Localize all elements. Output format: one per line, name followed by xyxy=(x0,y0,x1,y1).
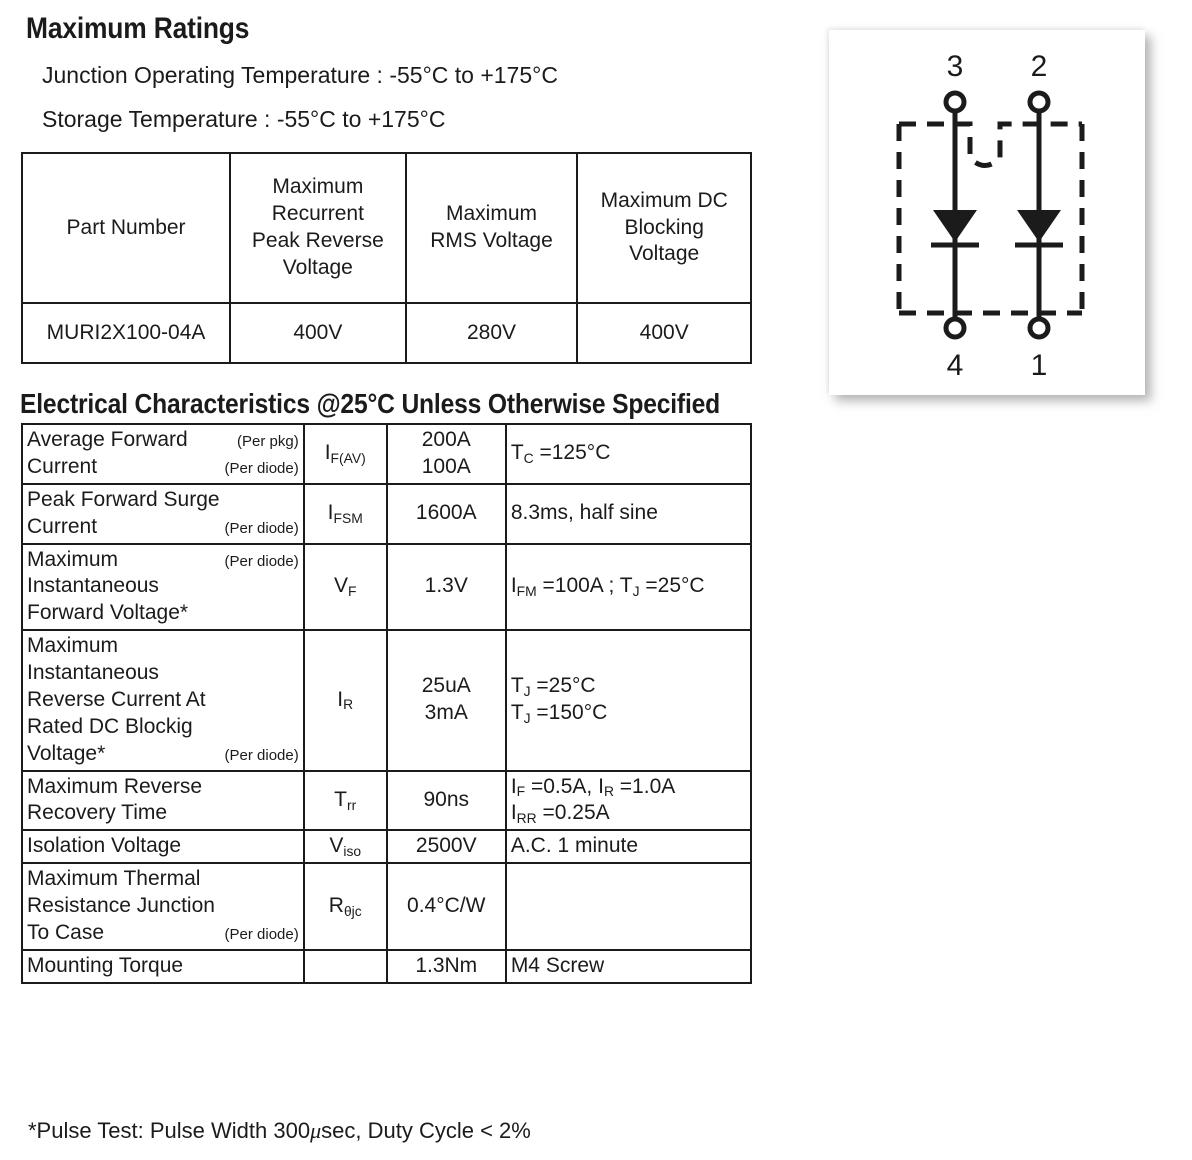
cell-value xyxy=(387,950,506,983)
param-text: Instantaneous xyxy=(27,661,159,684)
footnote-mu-symbol: μ xyxy=(310,1118,322,1143)
storage-temperature-text: Storage Temperature : -55°C to +175°C xyxy=(42,106,446,132)
symbol-sub: rr xyxy=(347,796,357,813)
page-title-maximum-ratings: Maximum Ratings xyxy=(26,12,250,45)
cond-ifm: $I_{FM} =100A$ ; $T_J =25^\circ C$ xyxy=(510,574,705,599)
cell-condition xyxy=(506,544,751,631)
param-text: Average Forward xyxy=(27,428,188,451)
cell-parameter xyxy=(22,424,304,484)
symbol-main: I xyxy=(337,687,344,711)
cell-symbol xyxy=(304,771,387,831)
symbol-sub: F xyxy=(347,582,357,599)
cell-value xyxy=(387,830,506,863)
cond-line xyxy=(511,700,746,727)
cond-sub: J xyxy=(523,709,531,726)
cond-main: T xyxy=(510,701,524,725)
cell-condition xyxy=(506,424,751,484)
cell-parameter: Isolation Voltage xyxy=(22,830,304,863)
symbol-sub: iso xyxy=(343,842,362,859)
cell-symbol xyxy=(304,950,387,983)
param-text: Current xyxy=(27,514,98,538)
cell-parameter xyxy=(22,544,304,631)
header-line: Part Number xyxy=(66,215,186,239)
header-part-number xyxy=(22,153,230,303)
pin-label-3: 3 xyxy=(946,50,964,83)
param-text: Forward Voltage* xyxy=(27,601,189,625)
param-text: Maximum Thermal xyxy=(27,867,201,891)
pin-terminal-3 xyxy=(946,93,964,111)
value-line: 2500V xyxy=(415,834,477,858)
cond-rest: =125°C xyxy=(533,441,611,465)
right-diode-icon xyxy=(1017,210,1061,242)
param-text: Maximum xyxy=(27,634,119,658)
cell-parameter: Mounting Torque xyxy=(22,950,304,983)
symbol-sub: θjc xyxy=(343,902,362,919)
param-text: Voltage* xyxy=(27,741,106,765)
table-row-reverse-recovery-time xyxy=(22,771,751,831)
maximum-ratings-table xyxy=(21,152,752,364)
symbol-sub: R xyxy=(343,696,354,713)
cell-value xyxy=(387,863,506,950)
cell-symbol xyxy=(304,830,387,863)
param-text: Peak Forward Surge xyxy=(27,487,220,511)
header-line: Maximum xyxy=(272,175,364,199)
cell-rms-voltage: 280V xyxy=(406,303,578,363)
pulse-test-footnote xyxy=(28,1118,531,1144)
cell-condition: A.C. 1 minute xyxy=(506,830,751,863)
header-line: Voltage xyxy=(629,242,700,266)
param-text: Maximum Reverse xyxy=(27,774,203,798)
param-note: (Per diode) xyxy=(224,925,299,943)
param-text: Current xyxy=(27,454,98,478)
cell-peak-reverse-voltage: 400V xyxy=(230,303,406,363)
param-note: (Per diode) xyxy=(224,459,299,477)
cell-dc-blocking-voltage: 400V xyxy=(577,303,751,363)
cell-condition: M4 Screw xyxy=(506,950,751,983)
pin-terminal-1 xyxy=(1030,319,1048,337)
pin-label-2: 2 xyxy=(1030,50,1048,83)
value-line: 1.3Nm xyxy=(415,953,478,977)
table-row-forward-voltage xyxy=(22,544,751,631)
pin-terminal-4 xyxy=(946,319,964,337)
table-row-average-forward-current xyxy=(22,424,751,484)
symbol-sub: FSM xyxy=(333,509,363,526)
header-line: Peak Reverse xyxy=(251,229,384,252)
cell-condition xyxy=(506,863,751,950)
cell-parameter xyxy=(22,484,304,544)
header-line: Recurrent xyxy=(271,202,364,226)
header-line: RMS Voltage xyxy=(430,229,553,252)
package-schematic-panel xyxy=(829,30,1145,395)
header-dc-blocking-voltage xyxy=(577,153,751,303)
electrical-characteristics-table xyxy=(21,423,752,984)
value-line: 3mA xyxy=(424,701,468,725)
junction-operating-temperature-text: Junction Operating Temperature : -55°C to +175°C xyxy=(42,62,558,88)
cond-main: T xyxy=(510,674,524,698)
footnote-prefix: *Pulse Test: Pulse Width 300 xyxy=(28,1118,311,1143)
param-text: To Case xyxy=(27,920,105,944)
header-peak-reverse-voltage xyxy=(230,153,406,303)
table-row-peak-forward-surge-current xyxy=(22,484,751,544)
cell-value xyxy=(387,484,506,544)
package-outline-top-with-notch-icon xyxy=(899,124,1082,166)
cell-value xyxy=(387,424,506,484)
table-row-mounting-torque xyxy=(22,950,751,983)
symbol-main: R xyxy=(328,894,344,917)
cell-symbol xyxy=(304,544,387,631)
param-text: Maximum xyxy=(27,547,119,571)
cell-condition xyxy=(506,771,751,831)
footnote-suffix: sec, Duty Cycle < 2% xyxy=(321,1118,531,1143)
symbol-main: T xyxy=(334,787,347,811)
pin-label-1: 1 xyxy=(1030,349,1048,382)
cond-rest: =25°C xyxy=(530,674,596,698)
param-note: (Per diode) xyxy=(224,519,299,537)
cond-line xyxy=(511,673,746,700)
page-title-electrical-characteristics: Electrical Characteristics @25°C Unless Otherwise Specified xyxy=(20,388,721,419)
cell-parameter xyxy=(22,863,304,950)
value-line: 1600A xyxy=(415,501,477,525)
table-row-reverse-current xyxy=(22,630,751,770)
cell-symbol xyxy=(304,484,387,544)
cond-rest: =150°C xyxy=(530,701,608,725)
cell-value xyxy=(387,630,506,770)
cell-symbol xyxy=(304,863,387,950)
cell-symbol xyxy=(304,630,387,770)
package-schematic-diagram xyxy=(829,30,1145,395)
cond-sub: J xyxy=(523,683,531,700)
cond-line: $I_F =0.5A$, $I_R =1.0A$ xyxy=(510,774,676,800)
param-text: Reverse Current At xyxy=(27,687,206,711)
cell-value xyxy=(387,544,506,631)
cell-part-number: MURI2X100-04A xyxy=(22,303,230,363)
value-line: 100A xyxy=(421,454,471,478)
value-line: 90ns xyxy=(423,787,470,811)
cond-main: T xyxy=(510,441,524,465)
pin-terminal-2 xyxy=(1030,93,1048,111)
param-note: (Per diode) xyxy=(224,552,299,570)
param-note: (Per pkg) xyxy=(237,433,299,450)
header-rms-voltage xyxy=(406,153,578,303)
param-text: Recovery Time xyxy=(27,801,168,825)
param-text: Resistance Junction xyxy=(27,894,215,917)
table-row-thermal-resistance xyxy=(22,863,751,950)
value-line: 0.4°C/W xyxy=(407,894,486,917)
header-line: Voltage xyxy=(282,255,353,279)
header-line: Maximum xyxy=(445,202,537,226)
symbol-main: V xyxy=(333,574,348,598)
cond-line: $I_{RR} =0.25A$ xyxy=(510,801,610,826)
header-line: Maximum DC xyxy=(600,188,728,212)
value-line: 200A xyxy=(421,428,471,451)
left-diode-icon xyxy=(933,210,977,242)
param-note: (Per diode) xyxy=(224,746,299,764)
value-line: 25uA xyxy=(421,674,471,698)
cell-symbol xyxy=(304,424,387,484)
table-header-row xyxy=(22,153,751,303)
symbol-main: I xyxy=(327,501,334,525)
symbol-main: I xyxy=(324,441,331,465)
cell-parameter xyxy=(22,771,304,831)
pin-label-4: 4 xyxy=(946,349,964,382)
cell-parameter xyxy=(22,630,304,770)
cond-sub: C xyxy=(523,450,534,467)
param-text: Rated DC Blockig xyxy=(27,714,193,738)
value-line: 1.3V xyxy=(424,574,468,598)
symbol-main: V xyxy=(329,834,344,858)
table-row xyxy=(22,303,751,363)
header-line: Blocking xyxy=(624,215,704,239)
cell-condition xyxy=(506,630,751,770)
symbol-sub: F(AV) xyxy=(330,450,366,467)
cell-condition: 8.3ms, half sine xyxy=(506,484,751,544)
cell-value xyxy=(387,771,506,831)
table-row-isolation-voltage xyxy=(22,830,751,863)
param-text: Instantaneous xyxy=(27,574,159,598)
